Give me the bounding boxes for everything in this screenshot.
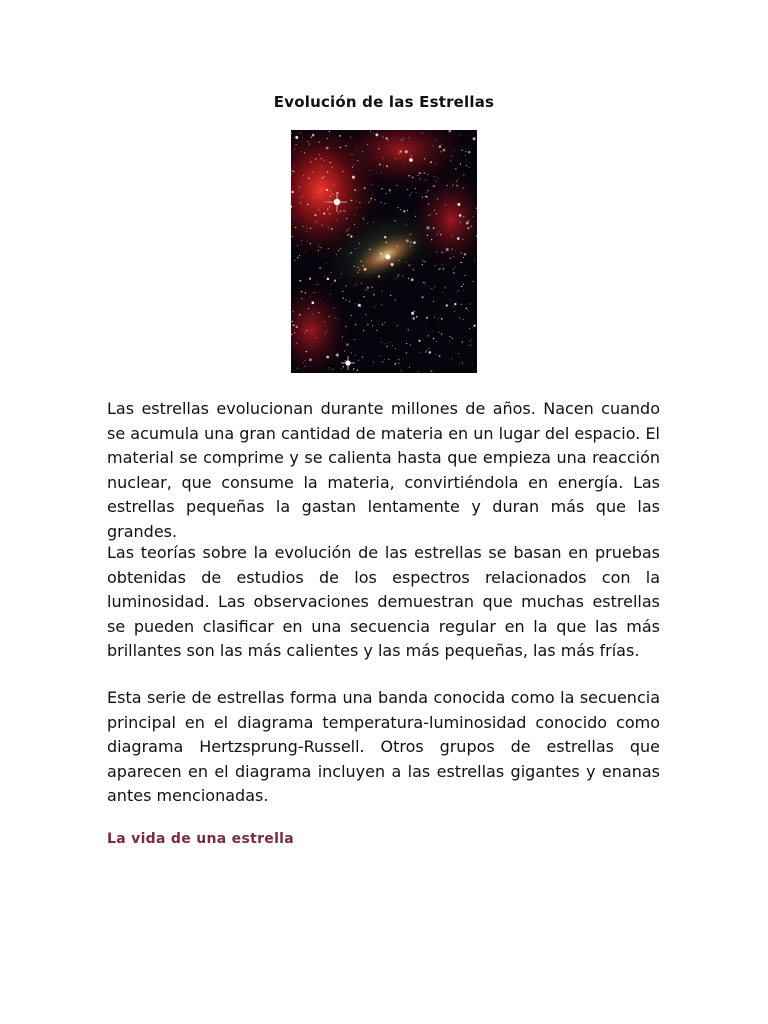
paragraph-1 xyxy=(107,397,660,544)
paragraph-text: Las teorías sobre la evolución de las estrellas se basan en pruebas obtenidas de estudios de los espectros relacionados con la luminosidad. Las observaciones demuestran que muchas estrellas se pueden clasificar en una secuencia regular en la que las más brillantes son las más calientes y las más pequeñas, las más frías. xyxy=(107,543,660,660)
section-subheading: La vida de una estrella xyxy=(107,831,295,847)
paragraph-3 xyxy=(107,686,660,809)
paragraph-text: Las estrellas evolucionan durante millones de años. Nacen cuando se acumula una gran cantidad de materia en un lugar del espacio. El material se comprime y se calienta hasta que empieza una reacción nuclear, que consume la materia, convirtiéndola en energía. Las estrellas pequeñas la gastan lentamente y duran más que las grandes. xyxy=(107,399,660,541)
document-title: Evolución de las Estrellas xyxy=(273,93,495,111)
paragraph-text: Esta serie de estrellas forma una banda conocida como la secuencia principal en el diagrama temperatura-luminosidad conocido como diagrama Hertzsprung-Russell. Otros grupos de estrellas que aparecen en el diagrama incluyen a las estrellas gigantes y enanas antes mencionadas. xyxy=(107,688,660,805)
star-field-image xyxy=(291,130,477,373)
paragraph-2 xyxy=(107,541,660,664)
star-field-graphic xyxy=(291,130,477,373)
